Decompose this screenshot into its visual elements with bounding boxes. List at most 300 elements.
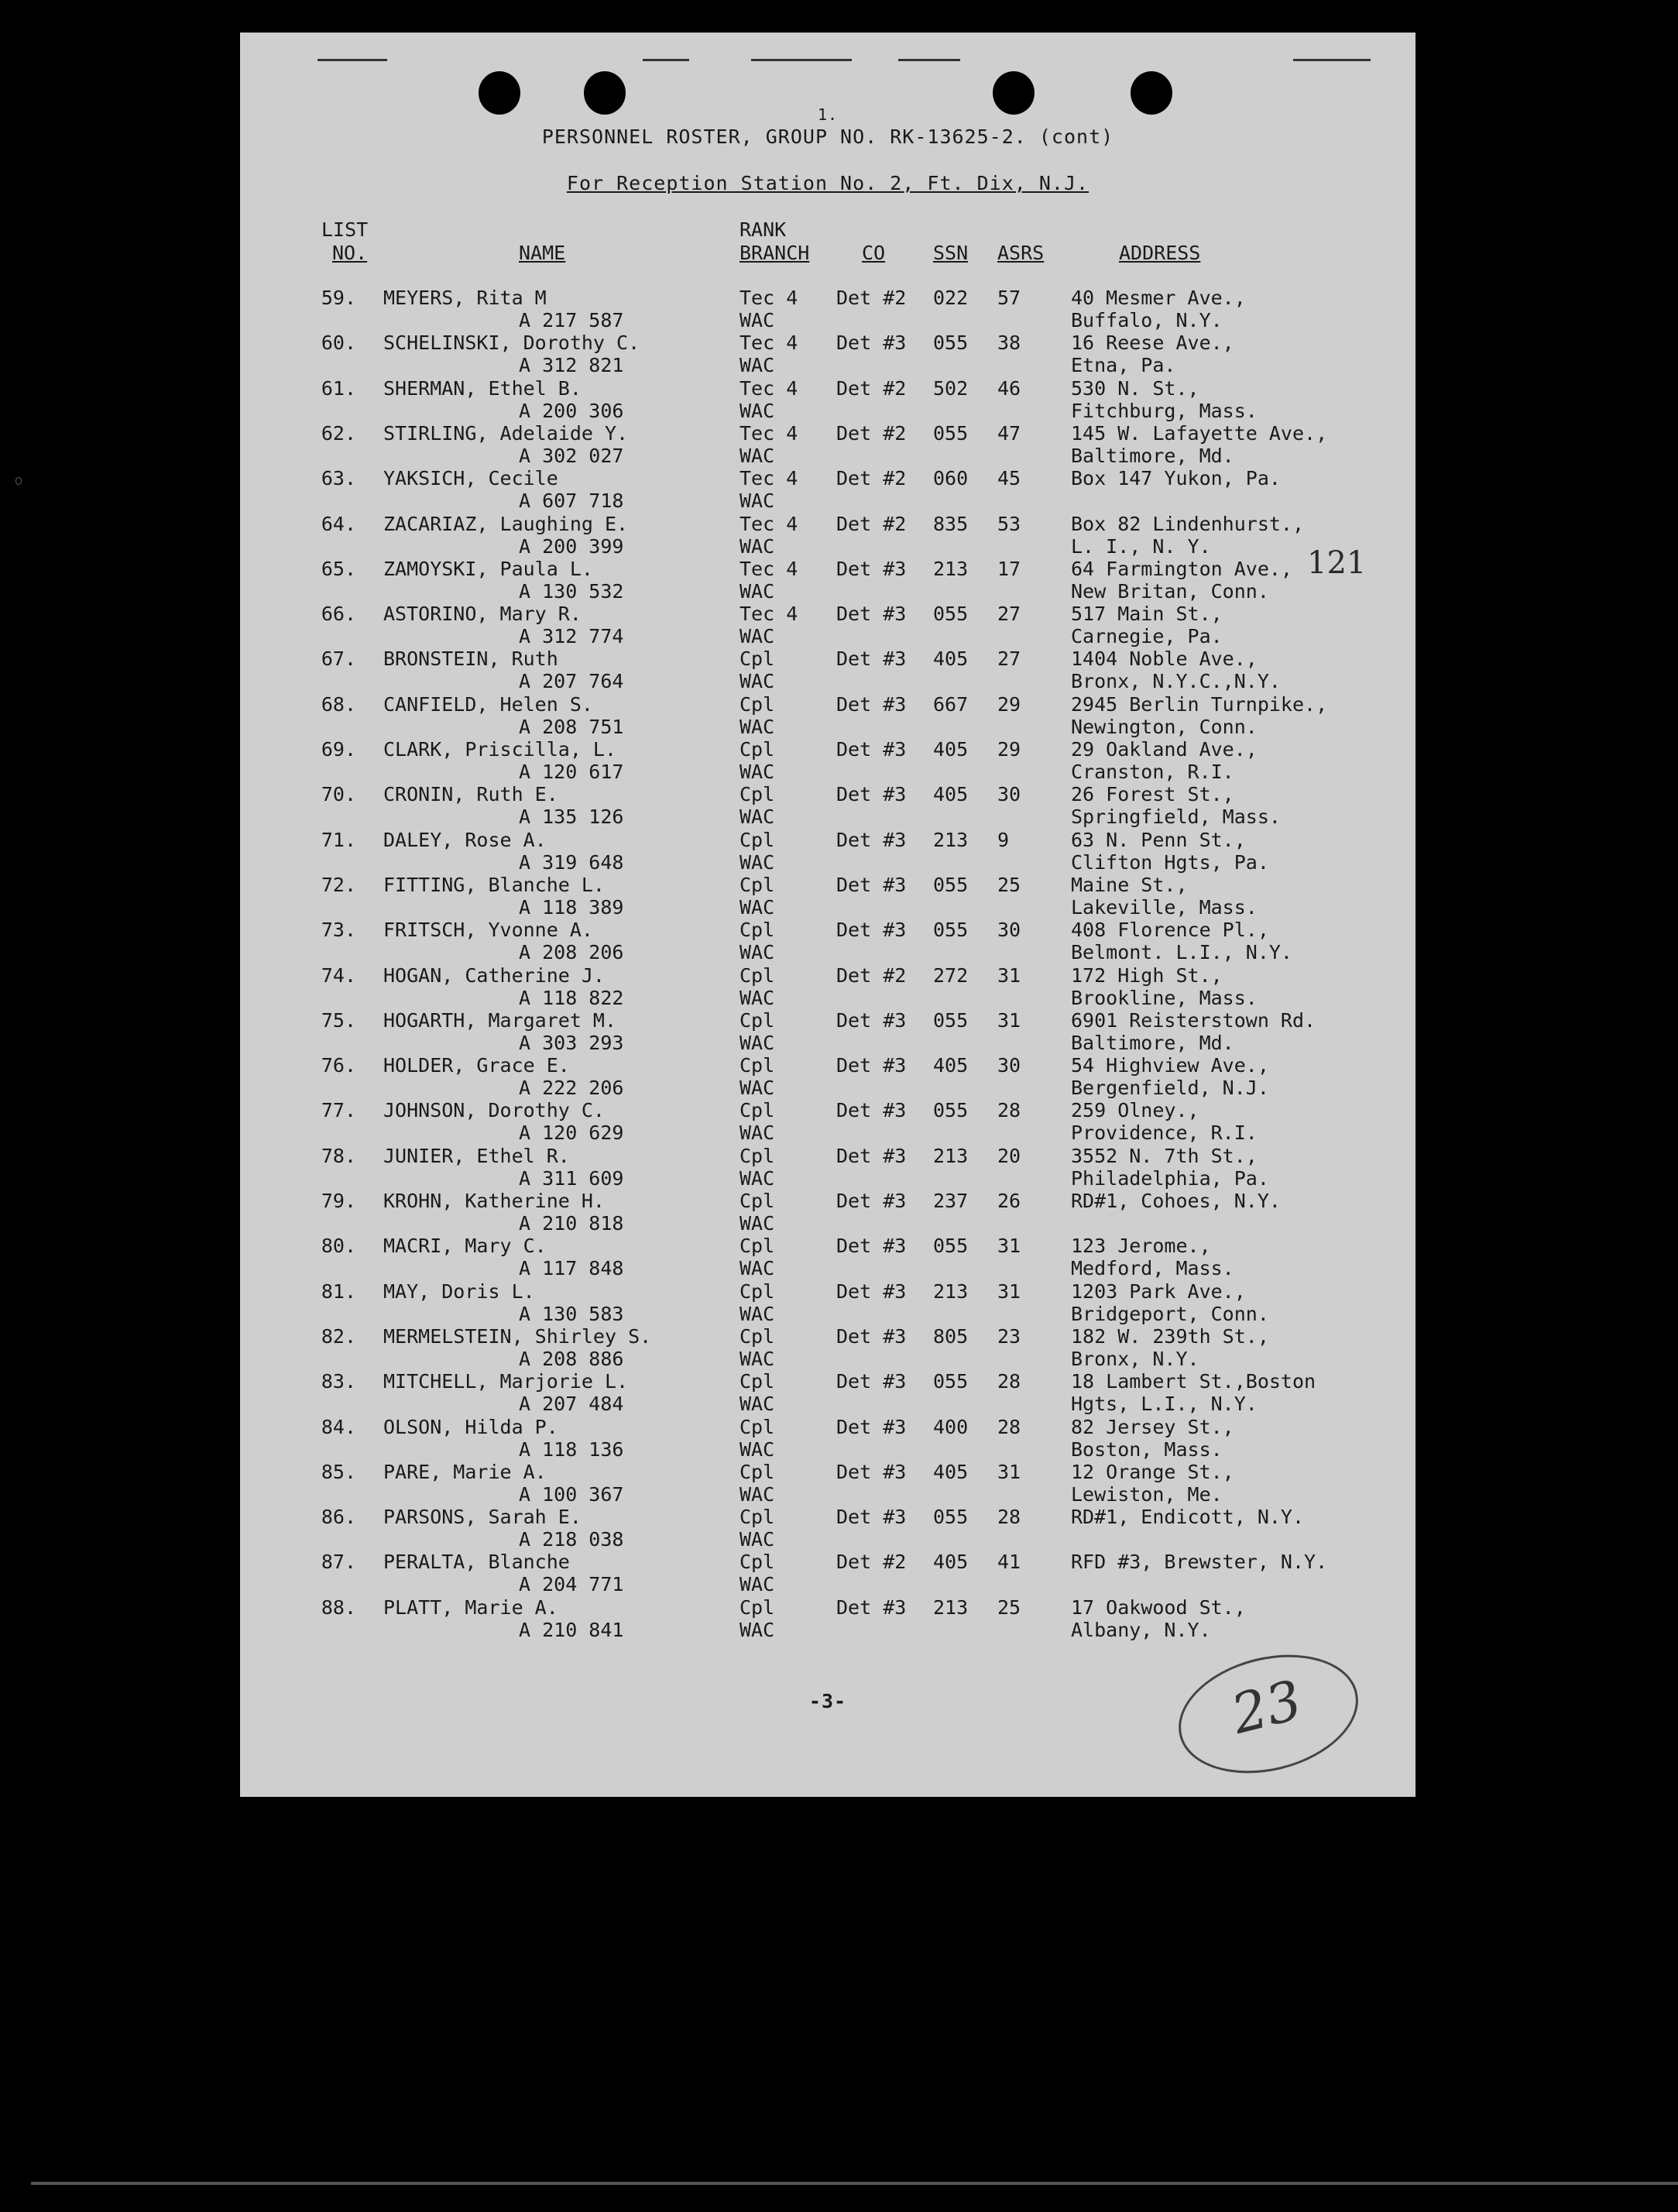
serial-number: A 208 886 bbox=[519, 1347, 624, 1370]
list-number: 66. bbox=[321, 603, 356, 626]
list-number: 86. bbox=[321, 1506, 356, 1529]
ssn-code: 405 bbox=[933, 1460, 969, 1483]
address-line-2: Bronx, N.Y.C.,N.Y. bbox=[1071, 670, 1281, 693]
column-header-name: NAME bbox=[519, 242, 566, 264]
address-line-2: Brookline, Mass. bbox=[1071, 986, 1258, 1009]
company: Det #3 bbox=[836, 1008, 907, 1032]
serial-number: A 217 587 bbox=[519, 309, 624, 331]
scan-mark bbox=[1293, 59, 1371, 61]
company: Det #3 bbox=[836, 331, 907, 355]
table-row bbox=[240, 964, 1415, 1009]
address-line-2: Buffalo, N.Y. bbox=[1071, 309, 1223, 331]
asrs-score: 45 bbox=[997, 467, 1021, 490]
serial-number: A 135 126 bbox=[519, 805, 624, 829]
ssn-code: 055 bbox=[933, 873, 969, 896]
ssn-code: 213 bbox=[933, 1595, 969, 1619]
address-line-1: 29 Oakland Ave., bbox=[1071, 738, 1258, 761]
ssn-code: 502 bbox=[933, 376, 969, 400]
branch: WAC bbox=[739, 625, 775, 648]
ssn-code: 055 bbox=[933, 331, 969, 355]
list-number: 71. bbox=[321, 828, 356, 851]
table-row bbox=[240, 919, 1415, 963]
rank: Cpl bbox=[739, 1370, 775, 1393]
address-line-2: Baltimore, Md. bbox=[1071, 1031, 1234, 1054]
branch: WAC bbox=[739, 941, 775, 964]
rank: Tec 4 bbox=[739, 603, 798, 626]
list-number: 65. bbox=[321, 557, 356, 580]
address-line-2: Hgts, L.I., N.Y. bbox=[1071, 1393, 1258, 1416]
column-header-asrs: ASRS bbox=[997, 242, 1045, 264]
document-page bbox=[240, 33, 1415, 1797]
branch-label: BRANCH bbox=[739, 242, 810, 264]
table-row bbox=[240, 1506, 1415, 1551]
address-line-2: Albany, N.Y. bbox=[1071, 1618, 1211, 1641]
branch: WAC bbox=[739, 715, 775, 738]
address-line-1: 12 Orange St., bbox=[1071, 1460, 1234, 1483]
company: Det #3 bbox=[836, 919, 907, 942]
rank: Cpl bbox=[739, 647, 775, 671]
list-number: 62. bbox=[321, 421, 356, 445]
company: Det #3 bbox=[836, 1595, 907, 1619]
company: Det #3 bbox=[836, 1279, 907, 1303]
address-line-1: 1203 Park Ave., bbox=[1071, 1279, 1246, 1303]
address-line-2: Newington, Conn. bbox=[1071, 715, 1258, 738]
table-row bbox=[240, 558, 1415, 603]
rank: Cpl bbox=[739, 919, 775, 942]
asrs-score: 25 bbox=[997, 1595, 1021, 1619]
serial-number: A 120 617 bbox=[519, 761, 624, 783]
serial-number: A 200 399 bbox=[519, 534, 624, 558]
table-row bbox=[240, 738, 1415, 783]
address-line-2: New Britan, Conn. bbox=[1071, 579, 1269, 603]
list-no-line1: LIST bbox=[321, 218, 369, 241]
address-line-2: Philadelphia, Pa. bbox=[1071, 1166, 1269, 1190]
company: Det #3 bbox=[836, 1144, 907, 1167]
rank: Cpl bbox=[739, 873, 775, 896]
scan-mark bbox=[751, 59, 852, 61]
table-row bbox=[240, 1280, 1415, 1325]
branch: WAC bbox=[739, 1618, 775, 1641]
list-number: 83. bbox=[321, 1370, 356, 1393]
rank: Cpl bbox=[739, 1008, 775, 1032]
branch: WAC bbox=[739, 309, 775, 331]
branch: WAC bbox=[739, 1393, 775, 1416]
table-row bbox=[240, 1145, 1415, 1190]
circled-page-stamp bbox=[1166, 1637, 1371, 1791]
table-row bbox=[240, 377, 1415, 422]
branch: WAC bbox=[739, 444, 775, 467]
ssn-code: 400 bbox=[933, 1415, 969, 1438]
column-header-co: CO bbox=[862, 242, 886, 264]
company: Det #2 bbox=[836, 421, 907, 445]
list-number: 77. bbox=[321, 1099, 356, 1122]
table-row bbox=[240, 1190, 1415, 1235]
branch: WAC bbox=[739, 1121, 775, 1145]
address-line-2: Carnegie, Pa. bbox=[1071, 625, 1223, 648]
company: Det #2 bbox=[836, 376, 907, 400]
company: Det #2 bbox=[836, 963, 907, 987]
ssn-code: 405 bbox=[933, 738, 969, 761]
branch: WAC bbox=[739, 489, 775, 513]
person-name: ZACARIAZ, Laughing E. bbox=[383, 512, 629, 535]
document-subtitle: For Reception Station No. 2, Ft. Dix, N.J. bbox=[566, 172, 1089, 194]
ssn-code: 055 bbox=[933, 1370, 969, 1393]
person-name: HOLDER, Grace E. bbox=[383, 1054, 570, 1077]
branch: WAC bbox=[739, 1573, 775, 1596]
table-row bbox=[240, 874, 1415, 919]
ssn-code: 805 bbox=[933, 1324, 969, 1348]
branch: WAC bbox=[739, 1031, 775, 1054]
address-line-2: Lewiston, Me. bbox=[1071, 1482, 1223, 1506]
rank: Cpl bbox=[739, 738, 775, 761]
ssn-code: 055 bbox=[933, 603, 969, 626]
address-line-2: Fitchburg, Mass. bbox=[1071, 399, 1258, 422]
address-line-2: Providence, R.I. bbox=[1071, 1121, 1258, 1145]
address-line-1: 54 Highview Ave., bbox=[1071, 1054, 1269, 1077]
person-name: HOGARTH, Margaret M. bbox=[383, 1008, 617, 1032]
address-line-1: RD#1, Cohoes, N.Y. bbox=[1071, 1190, 1281, 1212]
asrs-score: 30 bbox=[997, 1054, 1021, 1077]
rank: Cpl bbox=[739, 1595, 775, 1619]
list-number: 76. bbox=[321, 1054, 356, 1077]
list-number: 80. bbox=[321, 1235, 356, 1258]
address-line-1: 1404 Noble Ave., bbox=[1071, 647, 1258, 671]
branch: WAC bbox=[739, 670, 775, 693]
address-line-1: 517 Main St., bbox=[1071, 603, 1223, 626]
ssn-code: 213 bbox=[933, 557, 969, 580]
address-line-2: Bergenfield, N.J. bbox=[1071, 1077, 1269, 1100]
list-number: 82. bbox=[321, 1324, 356, 1348]
ssn-code: 213 bbox=[933, 1279, 969, 1303]
company: Det #3 bbox=[836, 647, 907, 671]
table-row bbox=[240, 603, 1415, 647]
asrs-score: 29 bbox=[997, 738, 1021, 761]
column-header-list-no bbox=[321, 218, 368, 265]
address-line-2: Clifton Hgts, Pa. bbox=[1071, 850, 1269, 874]
asrs-score: 28 bbox=[997, 1415, 1021, 1438]
ssn-code: 272 bbox=[933, 963, 969, 987]
serial-number: A 311 609 bbox=[519, 1166, 624, 1190]
table-row bbox=[240, 1370, 1415, 1415]
company: Det #3 bbox=[836, 783, 907, 806]
asrs-score: 31 bbox=[997, 1279, 1021, 1303]
scan-mark bbox=[643, 59, 689, 61]
rank: Cpl bbox=[739, 1415, 775, 1438]
asrs-score: 23 bbox=[997, 1324, 1021, 1348]
ssn-code: 667 bbox=[933, 692, 969, 716]
asrs-score: 27 bbox=[997, 647, 1021, 671]
address-line-2: Baltimore, Md. bbox=[1071, 444, 1234, 467]
person-name: ASTORINO, Mary R. bbox=[383, 603, 582, 626]
company: Det #3 bbox=[836, 738, 907, 761]
serial-number: A 302 027 bbox=[519, 444, 624, 467]
rank: Cpl bbox=[739, 1324, 775, 1348]
rank: Cpl bbox=[739, 1144, 775, 1167]
serial-number: A 208 206 bbox=[519, 941, 624, 964]
person-name: PERALTA, Blanche bbox=[383, 1551, 570, 1574]
address-line-2: Boston, Mass. bbox=[1071, 1437, 1223, 1461]
rank: Tec 4 bbox=[739, 557, 798, 580]
list-number: 70. bbox=[321, 783, 356, 806]
company: Det #3 bbox=[836, 603, 907, 626]
asrs-score: 46 bbox=[997, 376, 1021, 400]
address-line-1: 123 Jerome., bbox=[1071, 1235, 1211, 1258]
serial-number: A 207 484 bbox=[519, 1393, 624, 1416]
table-row bbox=[240, 422, 1415, 467]
rank: Cpl bbox=[739, 1279, 775, 1303]
list-number: 84. bbox=[321, 1415, 356, 1438]
person-name: OLSON, Hilda P. bbox=[383, 1415, 558, 1438]
person-name: MITCHELL, Marjorie L. bbox=[383, 1370, 629, 1393]
person-name: BRONSTEIN, Ruth bbox=[383, 647, 558, 671]
rank: Cpl bbox=[739, 1099, 775, 1122]
serial-number: A 312 774 bbox=[519, 625, 624, 648]
person-name: JUNIER, Ethel R. bbox=[383, 1144, 570, 1167]
address-line-2: Etna, Pa. bbox=[1071, 354, 1176, 377]
rank: Tec 4 bbox=[739, 331, 798, 355]
person-name: SHERMAN, Ethel B. bbox=[383, 376, 582, 400]
person-name: SCHELINSKI, Dorothy C. bbox=[383, 331, 640, 355]
branch: WAC bbox=[739, 850, 775, 874]
list-number: 60. bbox=[321, 331, 356, 355]
ssn-code: 055 bbox=[933, 1235, 969, 1258]
rank: Tec 4 bbox=[739, 421, 798, 445]
list-number: 79. bbox=[321, 1190, 356, 1212]
table-row bbox=[240, 829, 1415, 874]
table-row bbox=[240, 1054, 1415, 1099]
list-number: 59. bbox=[321, 287, 356, 309]
list-number: 61. bbox=[321, 376, 356, 400]
address-line-1: 40 Mesmer Ave., bbox=[1071, 287, 1246, 309]
company: Det #3 bbox=[836, 1190, 907, 1212]
company: Det #3 bbox=[836, 1099, 907, 1122]
ssn-code: 405 bbox=[933, 1551, 969, 1574]
company: Det #3 bbox=[836, 1460, 907, 1483]
person-name: MEYERS, Rita M bbox=[383, 287, 547, 309]
list-number: 88. bbox=[321, 1595, 356, 1619]
serial-number: A 200 306 bbox=[519, 399, 624, 422]
company: Det #3 bbox=[836, 828, 907, 851]
table-row bbox=[240, 513, 1415, 558]
table-row bbox=[240, 693, 1415, 738]
scan-edge-line bbox=[31, 2182, 1678, 2185]
serial-number: A 207 764 bbox=[519, 670, 624, 693]
list-number: 72. bbox=[321, 873, 356, 896]
stamp-number: 23 bbox=[1225, 1668, 1308, 1747]
ssn-code: 055 bbox=[933, 421, 969, 445]
branch: WAC bbox=[739, 1212, 775, 1235]
rank: Tec 4 bbox=[739, 376, 798, 400]
asrs-score: 25 bbox=[997, 873, 1021, 896]
asrs-score: 31 bbox=[997, 1460, 1021, 1483]
branch: WAC bbox=[739, 1437, 775, 1461]
branch: WAC bbox=[739, 895, 775, 919]
column-header-address: ADDRESS bbox=[1119, 242, 1201, 264]
company: Det #2 bbox=[836, 1551, 907, 1574]
person-name: MACRI, Mary C. bbox=[383, 1235, 547, 1258]
asrs-score: 26 bbox=[997, 1190, 1021, 1212]
address-line-2: Cranston, R.I. bbox=[1071, 761, 1234, 783]
table-row bbox=[240, 1235, 1415, 1279]
company: Det #3 bbox=[836, 1235, 907, 1258]
rank: Cpl bbox=[739, 1235, 775, 1258]
asrs-score: 27 bbox=[997, 603, 1021, 626]
list-number: 67. bbox=[321, 647, 356, 671]
ssn-code: 055 bbox=[933, 1099, 969, 1122]
rank: Cpl bbox=[739, 783, 775, 806]
list-number: 78. bbox=[321, 1144, 356, 1167]
company: Det #2 bbox=[836, 512, 907, 535]
ssn-code: 835 bbox=[933, 512, 969, 535]
table-row bbox=[240, 1099, 1415, 1144]
serial-number: A 210 841 bbox=[519, 1618, 624, 1641]
list-no-line2: NO. bbox=[332, 242, 368, 264]
address-line-1: 17 Oakwood St., bbox=[1071, 1595, 1246, 1619]
company: Det #3 bbox=[836, 873, 907, 896]
person-name: YAKSICH, Cecile bbox=[383, 467, 558, 490]
address-line-2: L. I., N. Y. bbox=[1071, 534, 1211, 558]
branch: WAC bbox=[739, 805, 775, 829]
scan-mark bbox=[898, 59, 960, 61]
address-line-1: RFD #3, Brewster, N.Y. bbox=[1071, 1551, 1328, 1574]
serial-number: A 210 818 bbox=[519, 1212, 624, 1235]
serial-number: A 118 136 bbox=[519, 1437, 624, 1461]
branch: WAC bbox=[739, 1166, 775, 1190]
table-row bbox=[240, 287, 1415, 331]
document-title bbox=[240, 105, 1415, 148]
rank: Cpl bbox=[739, 1190, 775, 1212]
asrs-score: 28 bbox=[997, 1506, 1021, 1529]
serial-number: A 118 389 bbox=[519, 895, 624, 919]
scan-speck bbox=[15, 477, 22, 485]
ssn-code: 055 bbox=[933, 1008, 969, 1032]
company: Det #3 bbox=[836, 557, 907, 580]
asrs-score: 28 bbox=[997, 1370, 1021, 1393]
ssn-code: 213 bbox=[933, 1144, 969, 1167]
rank: Cpl bbox=[739, 828, 775, 851]
address-line-2: Bronx, N.Y. bbox=[1071, 1347, 1199, 1370]
list-number: 74. bbox=[321, 963, 356, 987]
rank: Cpl bbox=[739, 1460, 775, 1483]
branch: WAC bbox=[739, 1482, 775, 1506]
person-name: STIRLING, Adelaide Y. bbox=[383, 421, 629, 445]
address-line-1: 182 W. 239th St., bbox=[1071, 1324, 1269, 1348]
branch: WAC bbox=[739, 1077, 775, 1100]
serial-number: A 319 648 bbox=[519, 850, 624, 874]
person-name: FRITSCH, Yvonne A. bbox=[383, 919, 593, 942]
list-number: 85. bbox=[321, 1460, 356, 1483]
asrs-score: 57 bbox=[997, 287, 1021, 309]
address-line-2: Lakeville, Mass. bbox=[1071, 895, 1258, 919]
person-name: JOHNSON, Dorothy C. bbox=[383, 1099, 605, 1122]
branch: WAC bbox=[739, 986, 775, 1009]
asrs-score: 31 bbox=[997, 963, 1021, 987]
address-line-1: 6901 Reisterstown Rd. bbox=[1071, 1008, 1316, 1032]
ssn-code: 055 bbox=[933, 1506, 969, 1529]
person-name: DALEY, Rose A. bbox=[383, 828, 547, 851]
address-line-1: 408 Florence Pl., bbox=[1071, 919, 1269, 942]
table-row bbox=[240, 1009, 1415, 1054]
address-line-1: 3552 N. 7th St., bbox=[1071, 1144, 1258, 1167]
asrs-score: 41 bbox=[997, 1551, 1021, 1574]
rank: Cpl bbox=[739, 1506, 775, 1529]
company: Det #3 bbox=[836, 1415, 907, 1438]
asrs-score: 53 bbox=[997, 512, 1021, 535]
asrs-score: 47 bbox=[997, 421, 1021, 445]
address-line-1: 64 Farmington Ave., bbox=[1071, 557, 1292, 580]
asrs-score: 29 bbox=[997, 692, 1021, 716]
table-row bbox=[240, 1461, 1415, 1506]
ssn-code: 237 bbox=[933, 1190, 969, 1212]
asrs-score: 31 bbox=[997, 1235, 1021, 1258]
branch: WAC bbox=[739, 579, 775, 603]
branch: WAC bbox=[739, 1347, 775, 1370]
list-number: 73. bbox=[321, 919, 356, 942]
asrs-score: 38 bbox=[997, 331, 1021, 355]
ssn-code: 405 bbox=[933, 1054, 969, 1077]
ssn-code: 405 bbox=[933, 783, 969, 806]
company: Det #3 bbox=[836, 692, 907, 716]
rank: Tec 4 bbox=[739, 512, 798, 535]
ssn-code: 060 bbox=[933, 467, 969, 490]
list-number: 68. bbox=[321, 692, 356, 716]
rank-label: RANK bbox=[739, 218, 787, 241]
address-line-1: Box 147 Yukon, Pa. bbox=[1071, 467, 1281, 490]
address-line-1: 16 Reese Ave., bbox=[1071, 331, 1234, 355]
scan-mark bbox=[317, 59, 387, 61]
company: Det #2 bbox=[836, 467, 907, 490]
person-name: KROHN, Katherine H. bbox=[383, 1190, 605, 1212]
column-header-rank-branch bbox=[739, 218, 809, 265]
list-number: 81. bbox=[321, 1279, 356, 1303]
branch: WAC bbox=[739, 761, 775, 783]
table-row bbox=[240, 647, 1415, 692]
branch: WAC bbox=[739, 534, 775, 558]
serial-number: A 100 367 bbox=[519, 1482, 624, 1506]
rank: Tec 4 bbox=[739, 467, 798, 490]
serial-number: A 130 583 bbox=[519, 1302, 624, 1325]
rank: Cpl bbox=[739, 692, 775, 716]
address-line-2: Springfield, Mass. bbox=[1071, 805, 1281, 829]
person-name: PLATT, Marie A. bbox=[383, 1595, 558, 1619]
handwritten-margin-note: 121 bbox=[1307, 545, 1367, 581]
rank: Tec 4 bbox=[739, 287, 798, 309]
ssn-code: 405 bbox=[933, 647, 969, 671]
table-row bbox=[240, 467, 1415, 512]
person-name: CANFIELD, Helen S. bbox=[383, 692, 593, 716]
asrs-score: 28 bbox=[997, 1099, 1021, 1122]
list-number: 64. bbox=[321, 512, 356, 535]
asrs-score: 30 bbox=[997, 919, 1021, 942]
serial-number: A 130 532 bbox=[519, 579, 624, 603]
title-text: PERSONNEL ROSTER, GROUP NO. RK-13625-2. (cont) bbox=[541, 125, 1114, 148]
asrs-score: 31 bbox=[997, 1008, 1021, 1032]
serial-number: A 204 771 bbox=[519, 1573, 624, 1596]
person-name: ZAMOYSKI, Paula L. bbox=[383, 557, 593, 580]
company: Det #3 bbox=[836, 1370, 907, 1393]
table-row bbox=[240, 1551, 1415, 1595]
page-number: -3- bbox=[808, 1690, 847, 1712]
address-line-2: Bridgeport, Conn. bbox=[1071, 1302, 1269, 1325]
list-number: 75. bbox=[321, 1008, 356, 1032]
column-header-ssn: SSN bbox=[933, 242, 969, 264]
address-line-1: 172 High St., bbox=[1071, 963, 1223, 987]
serial-number: A 303 293 bbox=[519, 1031, 624, 1054]
asrs-score: 30 bbox=[997, 783, 1021, 806]
person-name: FITTING, Blanche L. bbox=[383, 873, 605, 896]
serial-number: A 117 848 bbox=[519, 1257, 624, 1280]
person-name: CRONIN, Ruth E. bbox=[383, 783, 558, 806]
